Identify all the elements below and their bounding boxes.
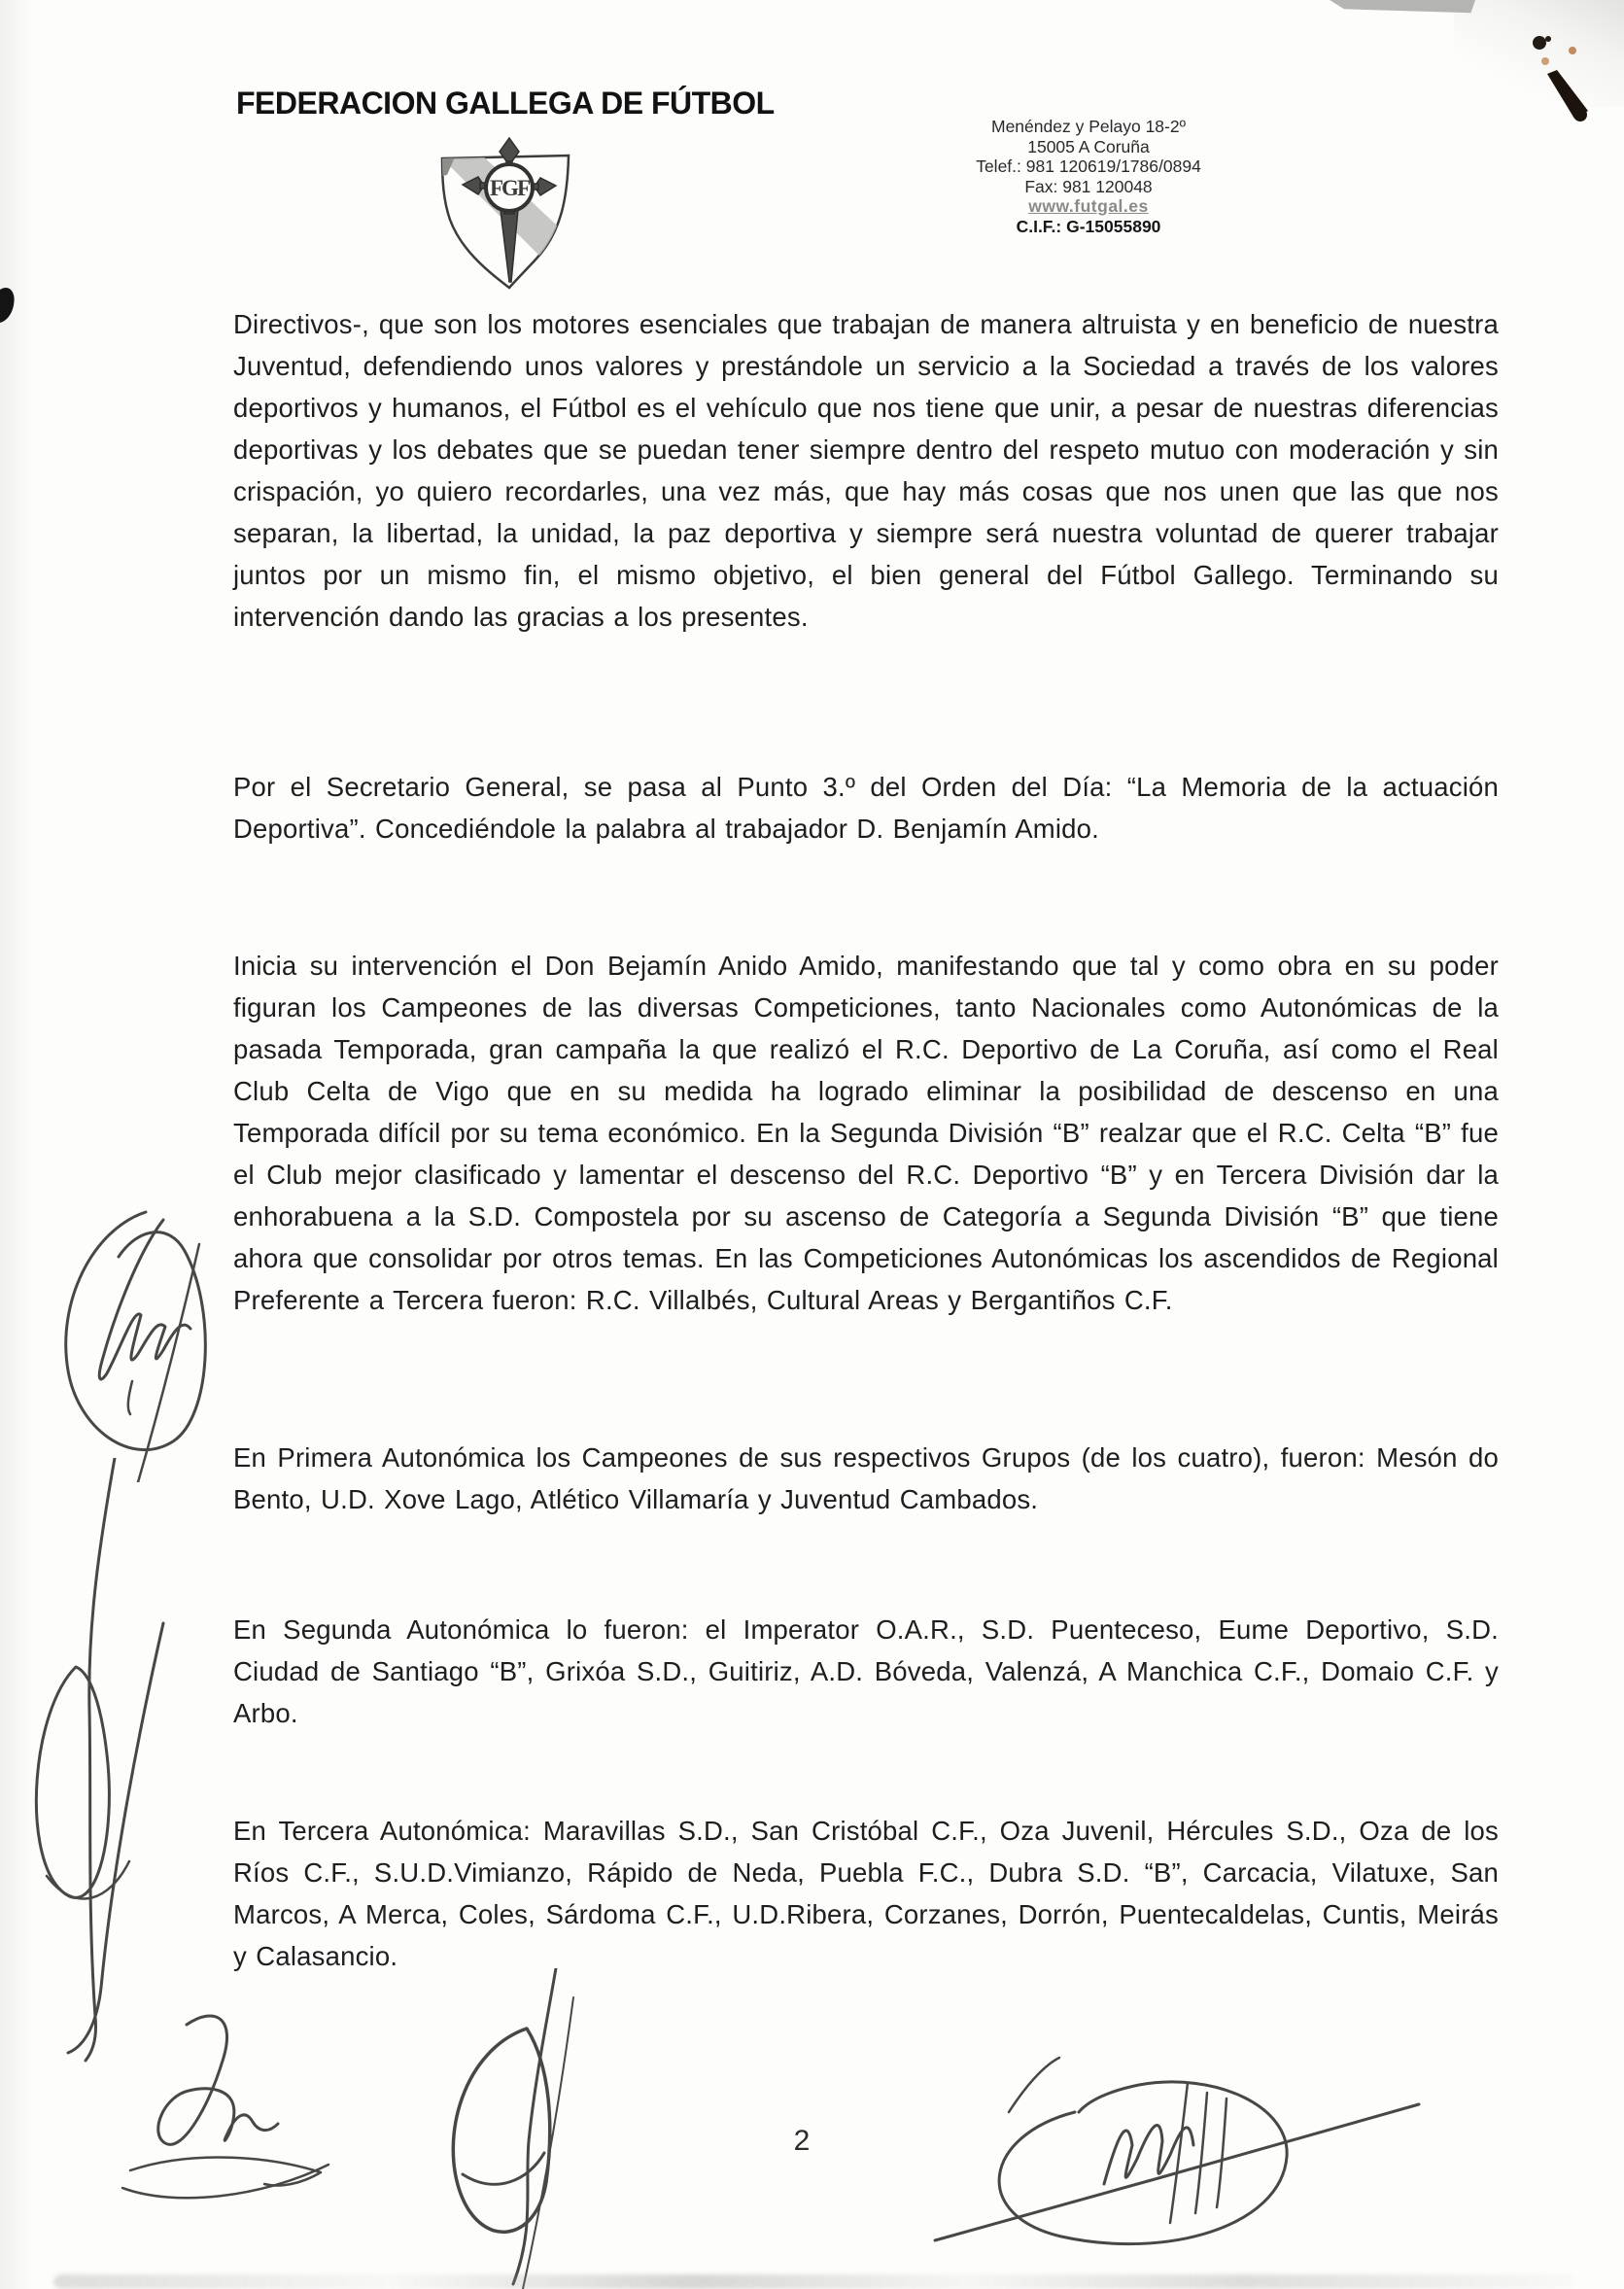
letterhead-address	[904, 117, 1273, 236]
address-street: Menéndez y Pelayo 18-2º	[991, 117, 1186, 136]
fgf-crest-logo	[418, 136, 573, 301]
cif-number: C.I.F.: G-15055890	[1016, 216, 1161, 236]
address-fax: Fax: 981 120048	[1024, 176, 1153, 196]
paragraph-directivos: Directivos-, que son los motores esenciales que trabajan de manera altruista y en beneficio de nuestra Juventud, defendiendo unos valores y prestándole un servicio a la Sociedad a través de los valores deportivos y humanos, el Fútbol es el vehículo que nos tiene que unir, a pesar de nuestras diferencias deportivas y los debates que se puedan tener siempre dentro del respeto mutuo con moderación y sin crispación, yo quiero recordarles, una vez más, que hay más cosas que nos unen que las que nos separan, la libertad, la unidad, la paz deportiva y siempre será nuestra voluntad de querer trabajar juntos por un mismo fin, el mismo objetivo, el bien general del Fútbol Gallego. Terminando su intervención dando las gracias a los presentes.	[233, 309, 1499, 632]
signature-bottom-right	[894, 2056, 1424, 2265]
address-city: 15005 A Coruña	[1027, 136, 1150, 156]
address-phone: Telef.: 981 120619/1786/0894	[976, 156, 1201, 176]
scan-edge-shadow	[0, 0, 33, 2289]
signature-lower-margin	[8, 1458, 183, 2065]
page-number: 2	[793, 2125, 811, 2157]
scan-artifact-corner-shade	[1454, 0, 1624, 107]
signature-left-margin	[49, 1191, 238, 1482]
scan-artifact-bottom-smudge	[53, 2274, 1574, 2289]
signature-bottom-center	[408, 1968, 661, 2289]
signature-bottom-left	[117, 1997, 360, 2221]
paragraph-segunda-autonomica: En Segunda Autonómica lo fueron: el Imperator O.A.R., S.D. Puenteceso, Eume Deportivo, S.D. Ciudad de Santiago “B”, Grixóa S.D., Guitiriz, A.D. Bóveda, Valenzá, A Manchica C.F., Domaio C.F. y Arbo.	[233, 1614, 1499, 1728]
paragraph-punto-3: Por el Secretario General, se pasa al Punto 3.º del Orden del Día: “La Memoria de la actuación Deportiva”. Concediéndole la palabra al trabajador D. Benjamín Amido.	[233, 772, 1499, 844]
paragraph-primera-autonomica: En Primera Autonómica los Campeones de sus respectivos Grupos (de los cuatro), fueron: Mesón do Bento, U.D. Xove Lago, Atlético Villamaría y Juventud Cambados.	[233, 1442, 1499, 1514]
organization-title: FEDERACION GALLEGA DE FÚTBOL	[236, 86, 775, 121]
scan-artifact-left-edge	[0, 284, 21, 330]
website-link: www.futgal.es	[1028, 196, 1149, 216]
scan-artifact-ink-marks	[1516, 29, 1613, 136]
crest-monogram: FGF	[490, 176, 529, 200]
scan-artifact-corner-strip	[1330, 0, 1475, 15]
paragraph-memoria-deportiva: Inicia su intervención el Don Bejamín Anido Amido, manifestando que tal y como obra en su poder figuran los Campeones de las diversas Competiciones, tanto Nacionales como Autonómicas de la pasada Temporada, gran campaña la que realizó el R.C. Deportivo de La Coruña, así como el Real Club Celta de Vigo que en su medida ha logrado eliminar la posibilidad de descenso en una Temporada difícil por su tema económico. En la Segunda División “B” realzar que el R.C. Celta “B” fue el Club mejor clasificado y lamentar el descenso del R.C. Deportivo “B” y en Tercera División dar la enhorabuena a la S.D. Compostela por su ascenso de Categoría a Segunda División “B” que tiene ahora que consolidar por otros temas. En las Competiciones Autonómicas los ascendidos de Regional Preferente a Tercera fueron: R.C. Villalbés, Cultural Areas y Bergantiños C.F.	[233, 951, 1499, 1315]
paragraph-tercera-autonomica: En Tercera Autonómica: Maravillas S.D., San Cristóbal C.F., Oza Juvenil, Hércules S.D., Oza de los Ríos C.F., S.U.D.Vimianzo, Rápido de Neda, Puebla F.C., Dubra S.D. “B”, Carcacia, Vilatuxe, San Marcos, A Merca, Coles, Sárdoma C.F., U.D.Ribera, Corzanes, Dorrón, Puentecaldelas, Cuntis, Meirás y Calasancio.	[233, 1816, 1499, 1971]
